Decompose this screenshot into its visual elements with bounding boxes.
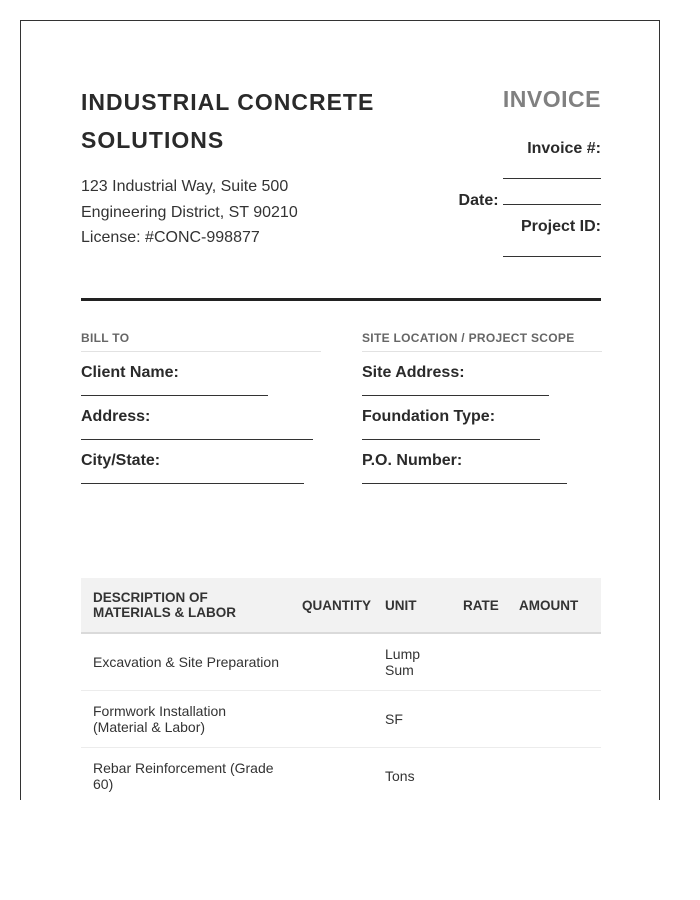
row-unit: SF (377, 691, 451, 748)
bill-address-label: Address: (81, 408, 151, 425)
row-unit: Tons (377, 748, 451, 801)
po-number-line (362, 483, 567, 484)
row-description: Excavation & Site Preparation (81, 633, 290, 691)
row-description: Rebar Reinforcement (Grade 60) (81, 748, 290, 801)
foundation-type-label: Foundation Type: (362, 408, 496, 425)
invoice-meta (401, 136, 601, 266)
company-name-line1: INDUSTRIAL CONCRETE (81, 89, 375, 115)
header-quantity: QUANTITY (290, 578, 377, 633)
header-amount: AMOUNT (515, 578, 601, 633)
bill-to-section (81, 331, 321, 484)
site-address-line (362, 395, 549, 396)
header-unit: UNIT (377, 578, 451, 633)
bill-to-heading: BILL TO (81, 331, 321, 352)
invoice-page (20, 20, 660, 800)
table-row (81, 633, 601, 691)
table-row (81, 691, 601, 748)
row-amount (515, 748, 601, 801)
row-quantity (290, 691, 377, 748)
site-address-label: Site Address: (362, 364, 465, 381)
line-items-table (81, 578, 601, 800)
company-address-line2: Engineering District, ST 90210 (81, 203, 298, 221)
header-divider (81, 298, 601, 301)
invoice-date-blank (503, 192, 601, 205)
company-address-block (81, 174, 381, 251)
foundation-type-line (362, 439, 540, 440)
invoice-number-label: Invoice #: (527, 140, 601, 157)
row-description: Formwork Installation (Material & Labor) (81, 691, 290, 748)
client-name-line (81, 395, 268, 396)
project-id-field (401, 240, 601, 266)
row-rate (451, 691, 515, 748)
row-amount (515, 691, 601, 748)
client-name-label: Client Name: (81, 364, 179, 381)
row-amount (515, 633, 601, 691)
table-row (81, 748, 601, 801)
row-rate (451, 748, 515, 801)
header-rate: RATE (451, 578, 515, 633)
row-quantity (290, 633, 377, 691)
table-header-row (81, 578, 601, 633)
row-rate (451, 633, 515, 691)
invoice-date-row (401, 188, 601, 214)
header-description: DESCRIPTION OF MATERIALS & LABOR (81, 578, 290, 633)
invoice-date-label: Date: (458, 192, 499, 209)
invoice-title: INVOICE (502, 86, 601, 112)
project-id-blank (503, 244, 601, 257)
city-state-line (81, 483, 304, 484)
row-unit: Lump Sum (377, 633, 451, 691)
company-address-line1: 123 Industrial Way, Suite 500 (81, 178, 289, 195)
company-name (81, 83, 411, 159)
bill-address-line (81, 439, 313, 440)
site-heading: SITE LOCATION / PROJECT SCOPE (362, 331, 602, 352)
project-id-label: Project ID: (520, 218, 601, 235)
company-license: License: #CONC-998877 (81, 229, 260, 246)
invoice-number-field (401, 162, 601, 188)
row-quantity (290, 748, 377, 801)
site-section (362, 331, 602, 484)
city-state-label: City/State: (81, 452, 161, 469)
po-number-label: P.O. Number: (362, 452, 463, 469)
invoice-number-blank (503, 166, 601, 179)
company-name-line2: SOLUTIONS (81, 127, 225, 153)
